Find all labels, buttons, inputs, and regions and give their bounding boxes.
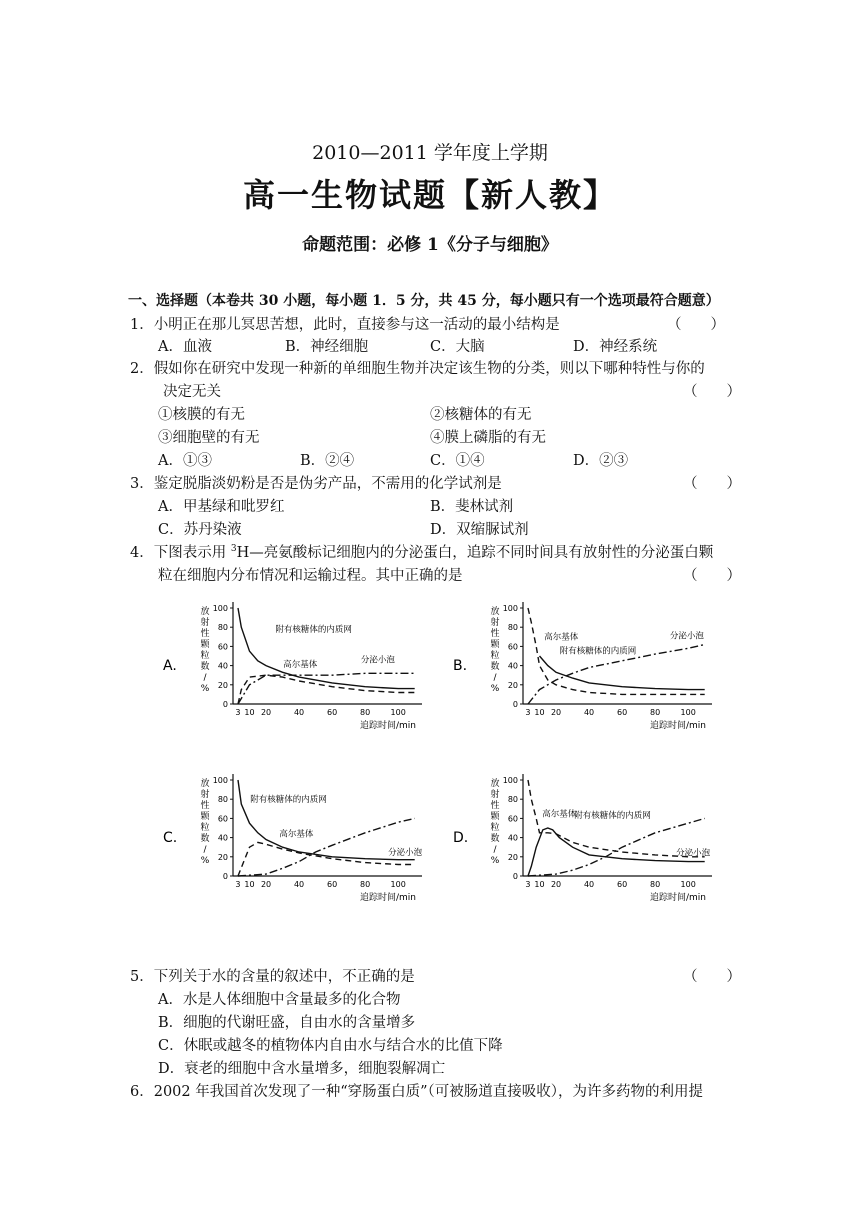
x-tick-label: 80 — [360, 880, 371, 889]
y-axis-label-char: / — [493, 845, 497, 855]
q2-item-3: ③细胞壁的有无 — [158, 430, 260, 446]
y-axis-label-char: 性 — [490, 629, 500, 639]
q1-option-b: B．神经细胞 — [285, 339, 369, 355]
x-tick-label: 3 — [525, 880, 531, 889]
answer-paren: （ ） — [683, 568, 741, 584]
y-tick-label: 0 — [222, 872, 228, 881]
panel-letter: C. — [163, 830, 178, 846]
y-axis-label-char: % — [490, 856, 500, 866]
x-tick-label: 40 — [293, 708, 305, 717]
series-label: 分泌小泡 — [388, 847, 423, 858]
y-tick-label: 20 — [507, 852, 518, 862]
q5-option-b: B．细胞的代谢旺盛，自由水的含量增多 — [158, 1015, 416, 1031]
y-axis-label-char: 粒 — [490, 823, 500, 833]
y-axis-label-char: % — [200, 856, 210, 866]
q2-stem-line1: 2．假如你在研究中发现一种新的单细胞生物并决定该生物的分类，则以下哪种特性与你的 — [130, 361, 705, 377]
y-tick-label: 20 — [217, 852, 228, 862]
y-axis-label-char: 数 — [490, 834, 500, 844]
answer-paren: （ ） — [667, 317, 725, 333]
series-label: 分泌小泡 — [669, 631, 704, 642]
y-axis-label-char: / — [203, 673, 207, 683]
x-tick-label: 60 — [617, 880, 628, 889]
q4-stem-line2: 粒在细胞内分布情况和运输过程。其中正确的是 — [158, 568, 463, 584]
q6-stem: 6．2002 年我国首次发现了一种“穿肠蛋白质”（可被肠道直接吸收），为许多药物的利用提 — [130, 1084, 704, 1100]
y-axis-label-char: 放 — [200, 779, 210, 789]
y-axis-label-char: 粒 — [200, 823, 210, 833]
x-tick-label: 20 — [260, 708, 272, 717]
y-axis-label-char: % — [200, 684, 210, 694]
y-axis-label-char: / — [493, 673, 497, 683]
x-axis-label: 追踪时间/min — [649, 893, 706, 903]
y-axis-label-char: 射 — [200, 790, 210, 800]
q5-option-a: A．水是人体细胞中含量最多的化合物 — [158, 992, 401, 1008]
y-axis-label-char: 放 — [490, 779, 500, 789]
scope-subtitle: 命题范围：必修 1《分子与细胞》 — [302, 235, 558, 255]
q2-item-4: ④膜上磷脂的有无 — [430, 430, 546, 446]
series-label: 分泌小泡 — [676, 848, 711, 859]
x-tick-label: 20 — [260, 880, 272, 889]
q1-option-c: C．大脑 — [430, 339, 485, 355]
y-tick-label: 100 — [212, 604, 228, 613]
series-line — [540, 656, 705, 690]
y-tick-label: 100 — [502, 604, 518, 613]
x-tick-label: 10 — [244, 708, 255, 717]
q4-stem-post: H—亮氨酸标记细胞内的分泌蛋白，追踪不同时间具有放射性的分泌蛋白颗 — [236, 545, 714, 561]
x-tick-label: 40 — [293, 880, 305, 889]
panel-letter: D. — [453, 830, 469, 846]
x-tick-label: 3 — [235, 708, 241, 717]
y-axis-label-char: 数 — [490, 662, 500, 672]
series-label: 高尔基体 — [542, 809, 577, 820]
x-tick-label: 80 — [360, 708, 371, 717]
x-tick-label: 80 — [650, 708, 661, 717]
q2-item-1: ①核膜的有无 — [158, 407, 245, 423]
y-axis-label-char: 颗 — [200, 812, 210, 822]
x-tick-label: 80 — [650, 880, 661, 889]
answer-paren: （ ） — [683, 969, 741, 985]
y-axis-label-char: 颗 — [490, 640, 500, 650]
x-tick-label: 3 — [235, 880, 241, 889]
x-axis-label: 追踪时间/min — [359, 721, 416, 731]
x-tick-label: 10 — [534, 708, 545, 717]
x-tick-label: 60 — [617, 708, 628, 717]
q5-option-c: C．休眠或越冬的植物体内自由水与结合水的比值下降 — [158, 1038, 503, 1054]
answer-paren: （ ） — [683, 476, 741, 492]
series-line — [528, 818, 705, 876]
x-tick-label: 3 — [525, 708, 531, 717]
answer-paren: （ ） — [683, 384, 741, 400]
y-axis-label-char: 射 — [490, 618, 500, 628]
chart-panel-b — [445, 596, 715, 736]
series-label: 高尔基体 — [544, 632, 579, 643]
y-tick-label: 0 — [222, 700, 228, 709]
y-axis-label-char: 性 — [490, 801, 500, 811]
series-label: 分泌小泡 — [360, 655, 395, 666]
q3-stem: 3．鉴定脱脂淡奶粉是否是伪劣产品，不需用的化学试剂是 — [130, 476, 502, 492]
y-axis-label-char: % — [490, 684, 500, 694]
y-axis-label-char: 射 — [200, 618, 210, 628]
q3-option-b: B．斐林试剂 — [430, 499, 514, 515]
panel-letter: B. — [453, 658, 468, 674]
y-tick-label: 100 — [502, 776, 518, 785]
q4-stem-pre: 4．下图表示用 — [130, 545, 231, 561]
series-label: 附有核糖体的内质网 — [275, 624, 352, 635]
y-tick-label: 80 — [507, 795, 518, 805]
q3-option-c: C．苏丹染液 — [158, 522, 242, 538]
y-axis-label-char: 粒 — [490, 651, 500, 661]
series-label: 高尔基体 — [279, 829, 314, 840]
y-tick-label: 20 — [507, 680, 518, 690]
y-tick-label: 100 — [212, 776, 228, 785]
y-axis-label-char: 射 — [490, 790, 500, 800]
y-tick-label: 40 — [507, 661, 518, 671]
y-tick-label: 60 — [217, 814, 228, 824]
chart-panel-c — [155, 768, 425, 908]
page-title: 高一生物试题【新人教】 — [242, 176, 617, 214]
q1-stem: 1．小明正在那儿冥思苦想，此时，直接参与这一活动的最小结构是 — [130, 317, 560, 333]
q1-option-d: D．神经系统 — [573, 339, 658, 355]
y-tick-label: 0 — [512, 700, 518, 709]
q4-superscript: 3 — [230, 544, 237, 555]
y-tick-label: 80 — [507, 623, 518, 633]
panel-letter: A. — [163, 658, 177, 674]
q2-item-2: ②核糖体的有无 — [430, 407, 532, 423]
x-tick-label: 20 — [550, 880, 562, 889]
series-label: 附有核糖体的内质网 — [559, 646, 637, 657]
series-label: 附有核糖体的内质网 — [574, 810, 651, 821]
y-axis-label-char: 数 — [200, 834, 210, 844]
y-tick-label: 20 — [217, 680, 228, 690]
q5-option-d: D．衰老的细胞中含水量增多，细胞裂解凋亡 — [158, 1061, 446, 1077]
y-tick-label: 60 — [217, 642, 228, 652]
y-tick-label: 40 — [217, 661, 228, 671]
x-tick-label: 100 — [680, 880, 696, 889]
y-axis-label-char: 颗 — [490, 812, 500, 822]
q2-option-c: C．①④ — [430, 453, 485, 469]
series-label: 高尔基体 — [283, 660, 318, 671]
y-axis-label-char: 放 — [490, 607, 500, 617]
chart-panel-a — [155, 596, 425, 736]
y-axis-label-char: 粒 — [200, 651, 210, 661]
y-axis-label-char: 性 — [200, 801, 210, 811]
x-tick-label: 60 — [327, 708, 338, 717]
y-tick-label: 60 — [507, 814, 518, 824]
section-heading: 一、选择题（本卷共 30 小题，每小题 1．5 分，共 45 分，每小题只有一个选项最符合题意） — [128, 293, 720, 309]
x-tick-label: 40 — [583, 880, 595, 889]
q1-option-a: A．血液 — [158, 339, 212, 355]
q4-stem-line1 — [130, 541, 713, 562]
y-tick-label: 60 — [507, 642, 518, 652]
x-tick-label: 10 — [244, 880, 255, 889]
x-axis-label: 追踪时间/min — [649, 721, 706, 731]
x-tick-label: 100 — [680, 708, 696, 717]
chart-panel-d — [445, 768, 715, 908]
year-heading: 2010—2011 学年度上学期 — [312, 142, 548, 164]
y-axis-label-char: 颗 — [200, 640, 210, 650]
y-tick-label: 40 — [217, 833, 228, 843]
y-tick-label: 0 — [512, 872, 518, 881]
q2-option-b: B．②④ — [300, 453, 355, 469]
series-line — [238, 675, 415, 704]
q3-option-d: D．双缩脲试剂 — [430, 522, 529, 538]
y-tick-label: 80 — [217, 795, 228, 805]
q2-stem-line2: 决定无关 — [163, 384, 221, 400]
x-tick-label: 100 — [390, 708, 406, 717]
x-tick-label: 60 — [327, 880, 338, 889]
y-axis-label-char: 数 — [200, 662, 210, 672]
q3-option-a: A．甲基绿和吡罗红 — [158, 499, 285, 515]
y-axis-label-char: 性 — [200, 629, 210, 639]
q2-option-d: D．②③ — [573, 453, 629, 469]
x-tick-label: 100 — [390, 880, 406, 889]
q5-stem: 5．下列关于水的含量的叙述中，不正确的是 — [130, 969, 415, 985]
x-tick-label: 20 — [550, 708, 562, 717]
y-axis-label-char: 放 — [200, 607, 210, 617]
series-label: 附有核糖体的内质网 — [250, 795, 327, 805]
q2-option-a: A．①③ — [158, 453, 212, 469]
x-axis-label: 追踪时间/min — [359, 893, 416, 903]
x-tick-label: 40 — [583, 708, 595, 717]
x-tick-label: 10 — [534, 880, 545, 889]
y-axis-label-char: / — [203, 845, 207, 855]
y-tick-label: 80 — [217, 623, 228, 633]
y-tick-label: 40 — [507, 833, 518, 843]
